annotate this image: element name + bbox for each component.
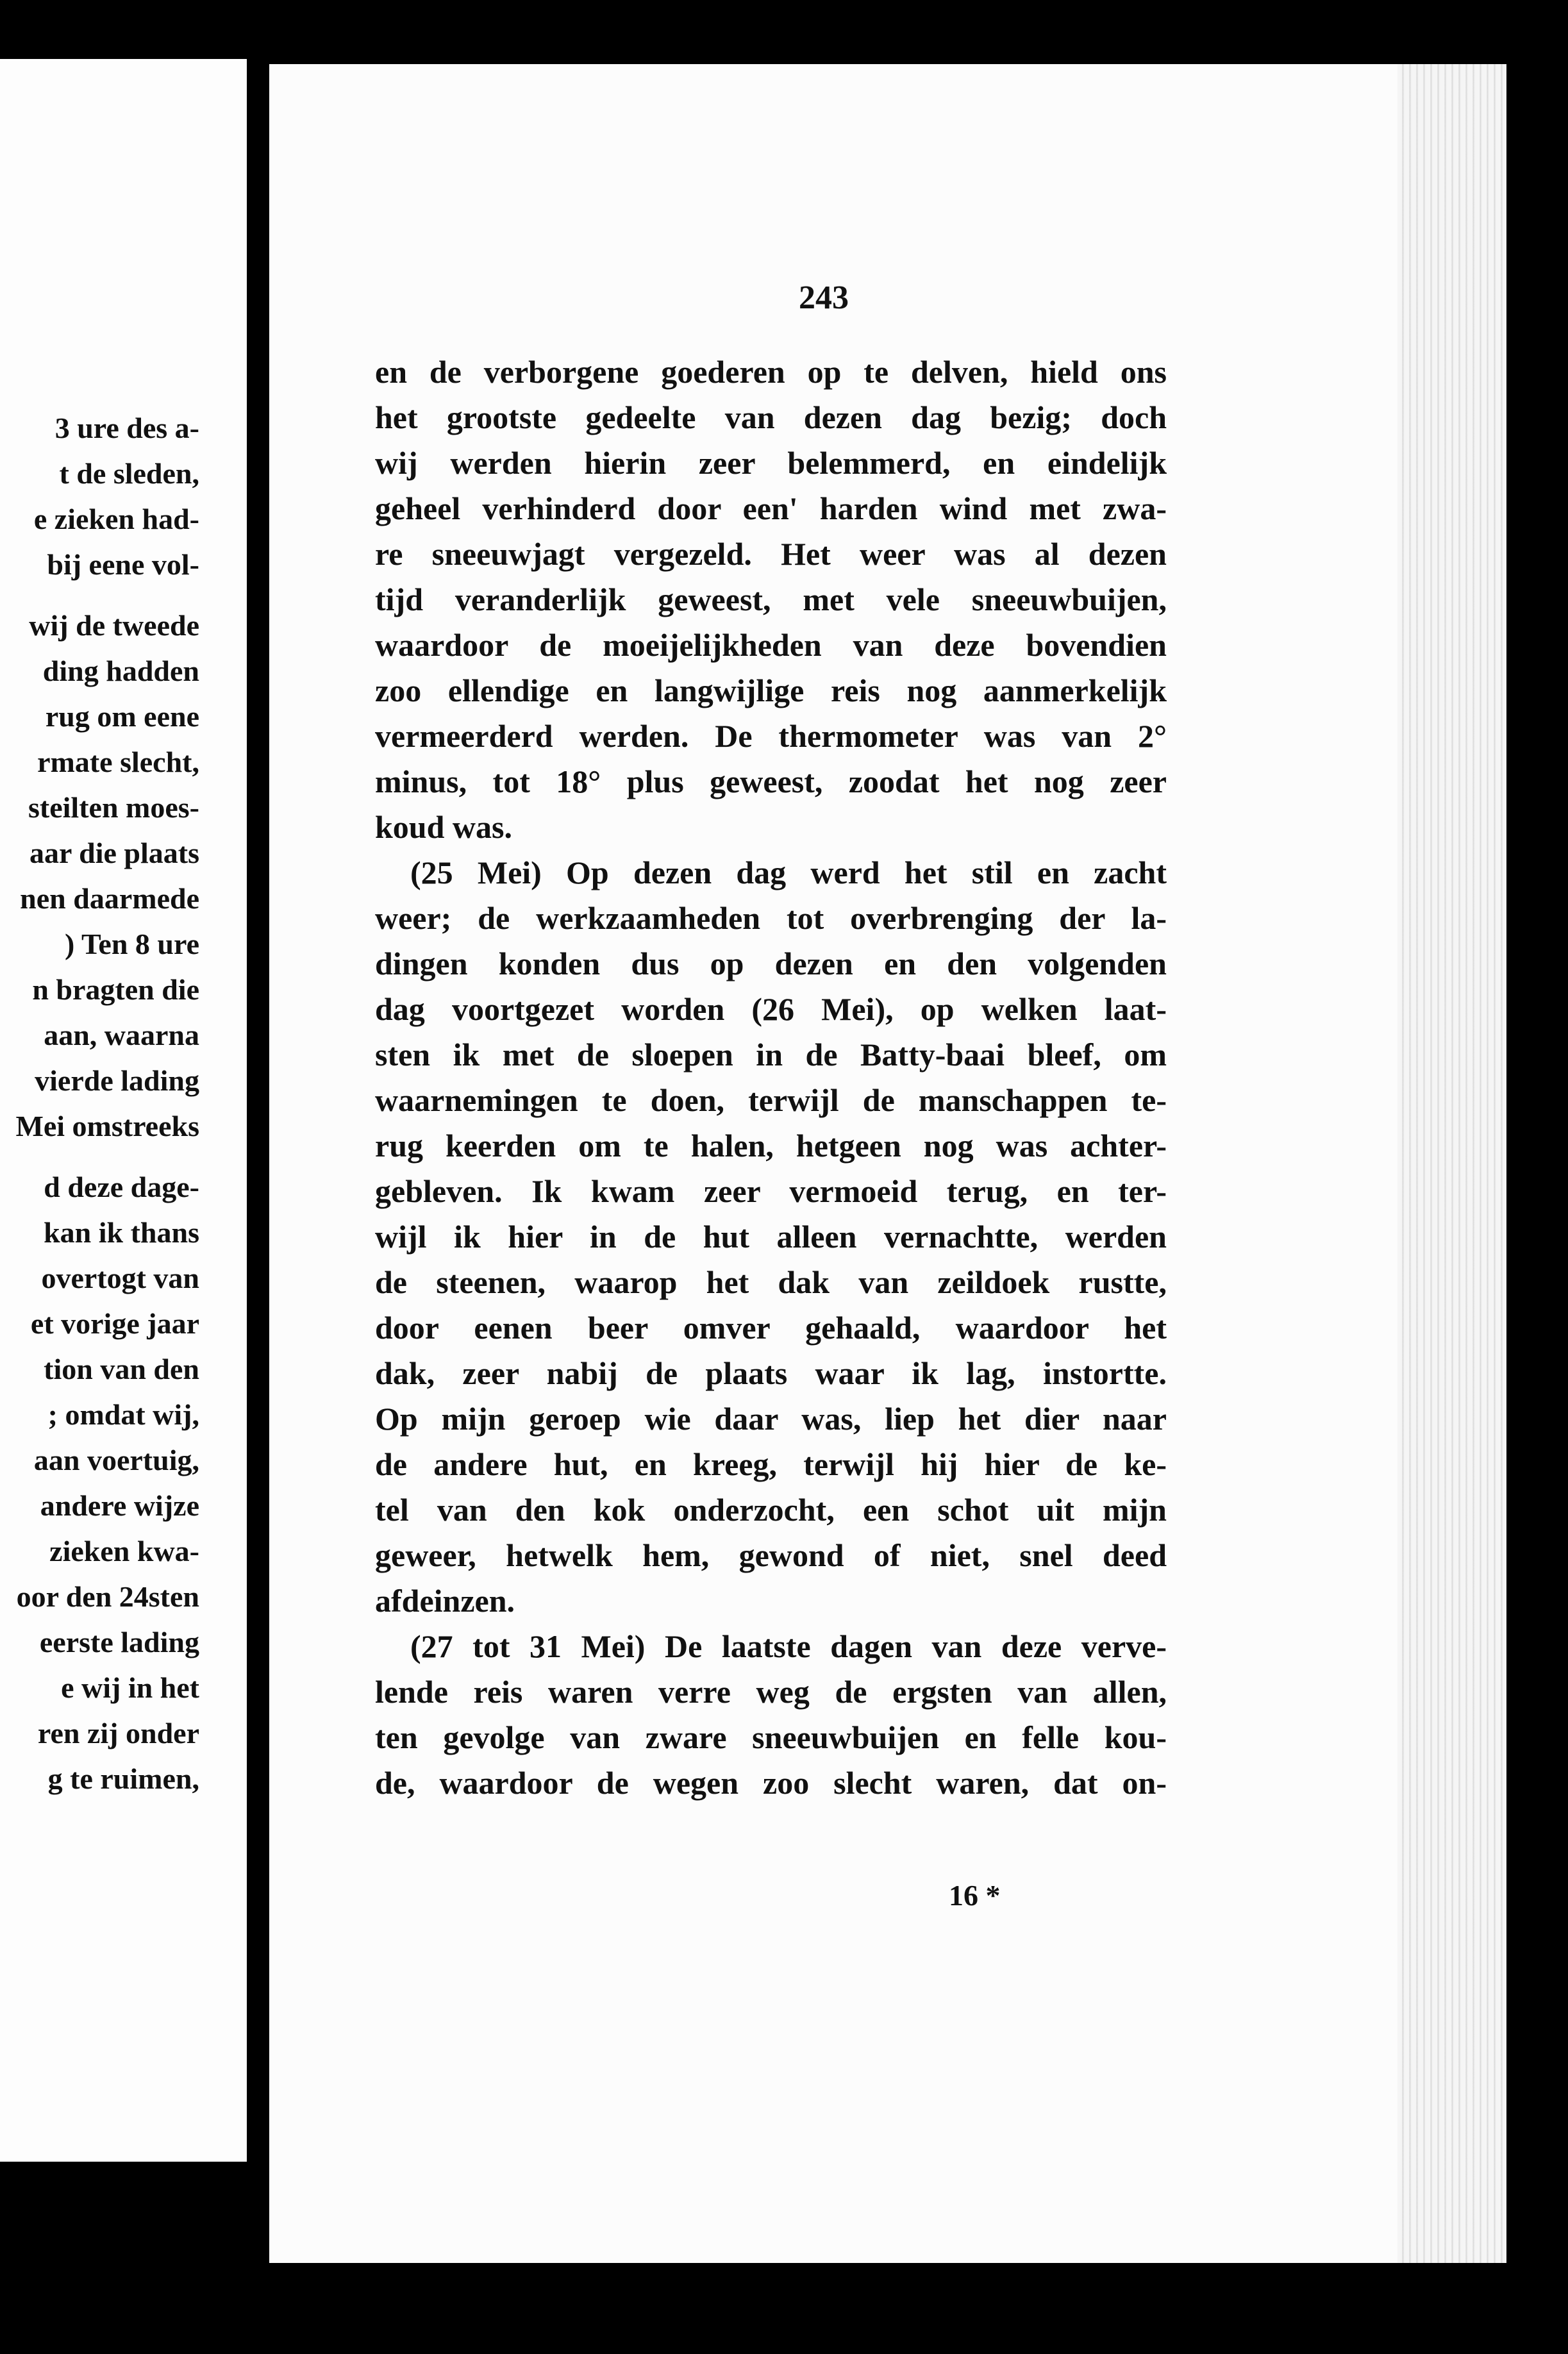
left-line: eerste lading <box>39 1626 199 1658</box>
left-line: ; omdat wij, <box>47 1398 199 1431</box>
page-edge <box>1397 64 1506 2263</box>
left-line: Mei omstreeks <box>15 1110 199 1142</box>
left-line: g te ruimen, <box>47 1762 199 1795</box>
text-line: tijd veranderlijk geweest, met vele sneeuwbuijen, <box>375 581 1167 617</box>
left-line: rug om eene <box>45 700 199 733</box>
page-number: 243 <box>799 280 849 316</box>
left-line: oor den 24sten <box>16 1580 199 1613</box>
text-line: dingen konden dus op dezen en den volgenden <box>375 946 1167 981</box>
left-line: 3 ure des a- <box>54 412 199 444</box>
left-line: aan, waarna <box>44 1019 199 1051</box>
left-line: et vorige jaar <box>30 1307 199 1340</box>
right-main-page <box>269 64 1506 2263</box>
text-line: waarnemingen te doen, terwijl de manschappen te- <box>375 1082 1167 1118</box>
text-line: lende reis waren verre weg de ergsten van allen, <box>375 1674 1167 1710</box>
left-line: wij de tweede <box>29 609 199 642</box>
text-line: de andere hut, en kreeg, terwijl hij hier de ke- <box>375 1446 1167 1482</box>
text-line: (25 Mei) Op dezen dag werd het stil en zacht <box>410 855 1167 890</box>
text-line: ten gevolge van zware sneeuwbuijen en felle kou- <box>375 1719 1167 1755</box>
text-line: zoo ellendige en langwijlige reis nog aanmerkelijk <box>375 672 1167 708</box>
text-line: weer; de werkzaamheden tot overbrenging der la- <box>375 900 1167 936</box>
text-line: tel van den kok onderzocht, een schot uit mijn <box>375 1492 1167 1528</box>
text-line: dak, zeer nabij de plaats waar ik lag, instortte. <box>375 1355 1167 1391</box>
text-line: dag voortgezet worden (26 Mei), op welken laat- <box>375 991 1167 1027</box>
text-line: afdeinzen. <box>375 1583 515 1619</box>
left-line: aan voertuig, <box>33 1444 199 1476</box>
left-line: zieken kwa- <box>49 1535 199 1567</box>
signature-mark: 16 * <box>949 1879 1001 1912</box>
left-line: n bragten die <box>32 973 199 1006</box>
text-line: geweer, hetwelk hem, gewond of niet, snel deed <box>375 1537 1167 1573</box>
text-line: waardoor de moeijelijkheden van deze bovendien <box>375 627 1167 663</box>
text-line: minus, tot 18° plus geweest, zoodat het nog zeer <box>375 764 1167 799</box>
text-line: wijl ik hier in de hut alleen vernachtte, werden <box>375 1219 1167 1255</box>
text-line: wij werden hierin zeer belemmerd, en eindelijk <box>375 445 1167 481</box>
left-line: t de sleden, <box>59 457 199 490</box>
left-line: steilten moes- <box>28 791 199 824</box>
left-page-text <box>15 405 199 1801</box>
left-line: rmate slecht, <box>37 746 199 778</box>
text-line: de steenen, waarop het dak van zeildoek rustte, <box>375 1264 1167 1300</box>
body-text <box>375 349 1167 1806</box>
text-line: en de verborgene goederen op te delven, hield ons <box>375 354 1167 390</box>
left-line: nen daarmede <box>20 882 199 915</box>
left-facing-page <box>0 59 247 2162</box>
text-line: gebleven. Ik kwam zeer vermoeid terug, en ter- <box>375 1173 1167 1209</box>
left-line: ren zij onder <box>37 1717 199 1749</box>
text-line: re sneeuwjagt vergezeld. Het weer was al dezen <box>375 536 1167 572</box>
left-gap <box>15 587 199 603</box>
left-line: d deze dage- <box>44 1171 199 1203</box>
left-line: vierde lading <box>35 1064 199 1097</box>
text-line: sten ik met de sloepen in de Batty-baai bleef, om <box>375 1037 1167 1073</box>
left-line: aar die plaats <box>29 837 199 869</box>
left-line: e zieken had- <box>33 503 199 535</box>
text-line: het grootste gedeelte van dezen dag bezig; doch <box>375 399 1167 435</box>
text-line: (27 tot 31 Mei) De laatste dagen van deze verve- <box>410 1628 1167 1664</box>
text-line: Op mijn geroep wie daar was, liep het dier naar <box>375 1401 1167 1437</box>
left-gap <box>15 1149 199 1164</box>
left-line: bij eene vol- <box>47 548 199 581</box>
left-line: tion van den <box>44 1353 199 1385</box>
text-line: geheel verhinderd door een' harden wind met zwa- <box>375 490 1167 526</box>
text-line: door eenen beer omver gehaald, waardoor het <box>375 1310 1167 1346</box>
text-line: koud was. <box>375 809 512 845</box>
text-line: rug keerden om te halen, hetgeen nog was achter- <box>375 1128 1167 1164</box>
left-line: andere wijze <box>40 1489 199 1522</box>
left-line: e wij in het <box>61 1671 199 1704</box>
left-line: ) Ten 8 ure <box>64 928 199 960</box>
left-line: ding hadden <box>42 655 199 687</box>
left-line: kan ik thans <box>44 1216 199 1249</box>
text-line: de, waardoor de wegen zoo slecht waren, dat on- <box>375 1765 1167 1801</box>
left-line: overtogt van <box>41 1262 199 1294</box>
text-line: vermeerderd werden. De thermometer was van 2° <box>375 718 1167 754</box>
